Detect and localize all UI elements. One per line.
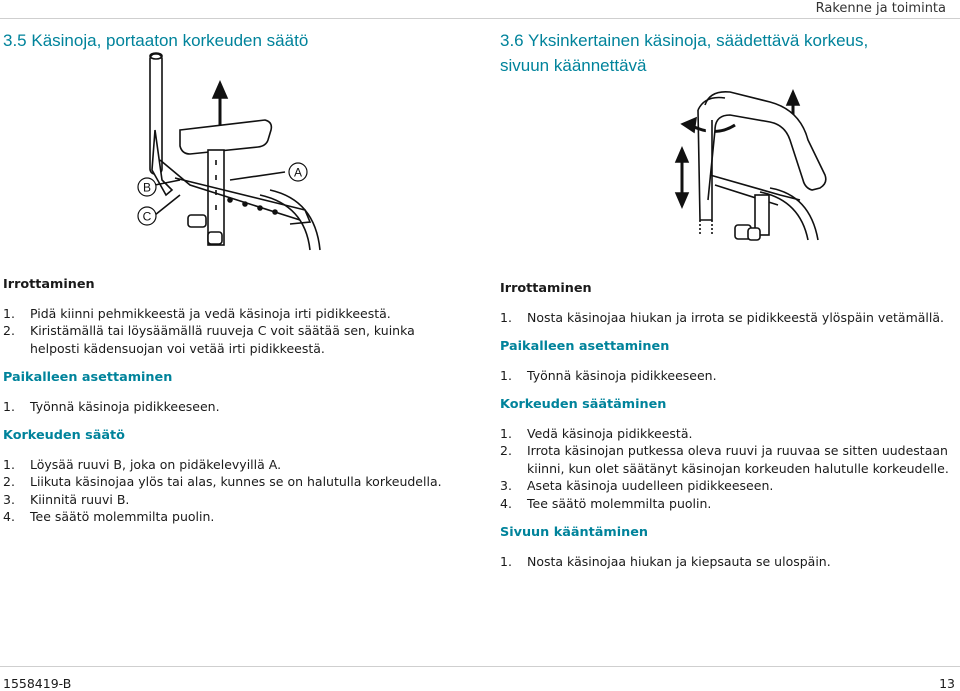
header-divider [0,18,960,19]
list-item: 3. Kiinnitä ruuvi B. [3,491,130,507]
left-install-heading: Paikalleen asettaminen [3,370,173,385]
list-item: 2. Liikuta käsinojaa ylös tai alas, kunnes se on halutulla korkeudella. [3,474,442,489]
list-item: 1. Nosta käsinojaa hiukan ja irrota se pidikkeestä ylöspäin vetämällä. [500,309,944,325]
right-install-steps [500,367,952,385]
right-title-line1: 3.6 Yksinkertainen käsinoja, säädettävä korkeus, [500,31,869,50]
right-swing-steps [500,553,952,571]
list-item: 1. Työnnä käsinoja pidikkeeseen. [3,398,220,414]
label-c: C [142,209,152,224]
list-item: 1. Vedä käsinoja pidikkeestä. [500,425,693,441]
right-swing-heading: Sivuun kääntäminen [500,525,648,540]
right-removal-heading: Irrottaminen [500,281,592,296]
right-section-title [500,28,868,78]
left-section-title: 3.5 Käsinoja, portaaton korkeuden säätö [3,31,309,50]
right-height-heading: Korkeuden säätäminen [500,397,667,412]
left-height-steps [3,456,463,526]
label-a: A [293,165,303,180]
armrest-height-adjust-figure [120,50,340,260]
label-b: B [142,180,152,195]
right-column [500,280,952,570]
list-item: 1. Löysää ruuvi B, joka on pidäkelevyillä A. [3,456,282,472]
page-number: 13 [939,676,955,691]
left-removal-steps [3,305,463,358]
left-removal-heading: Irrottaminen [3,277,95,292]
list-item: 1. Pidä kiinni pehmikkeestä ja vedä käsinoja irti pidikkeestä. [3,305,391,321]
right-title-line2: sivuun käännettävä [500,56,647,75]
list-item: 2. Irrota käsinojan putkessa oleva ruuvi ja ruuvaa se sitten uudestaan kiinni, kun olet säätänyt käsinojan korkeuden halutulle korkeudelle. [500,443,949,476]
doc-number: 1558419-B [3,676,72,691]
list-item: 4. Tee säätö molemmilta puolin. [3,509,215,524]
left-install-steps [3,398,463,416]
header-section-name: Rakenne ja toiminta [815,1,946,16]
list-item: 3. Aseta käsinoja uudelleen pidikkeeseen. [500,478,774,493]
list-item: 1. Työnnä käsinoja pidikkeeseen. [500,367,717,383]
right-install-heading: Paikalleen asettaminen [500,339,670,354]
list-item: 4. Tee säätö molemmilta puolin. [500,495,712,511]
right-removal-steps [500,309,952,327]
armrest-swing-away-figure [660,80,840,250]
list-item: 2. Kiristämällä tai löysäämällä ruuveja C voit säätää sen, kuinka helposti kädensuojan voi vetää irti pidikkeestä. [3,323,415,356]
left-column [3,276,463,526]
footer-divider [0,666,960,667]
list-item: 1. Nosta käsinojaa hiukan ja kiepsauta se ulospäin. [500,553,831,569]
left-height-heading: Korkeuden säätö [3,428,125,443]
right-height-steps [500,425,952,513]
